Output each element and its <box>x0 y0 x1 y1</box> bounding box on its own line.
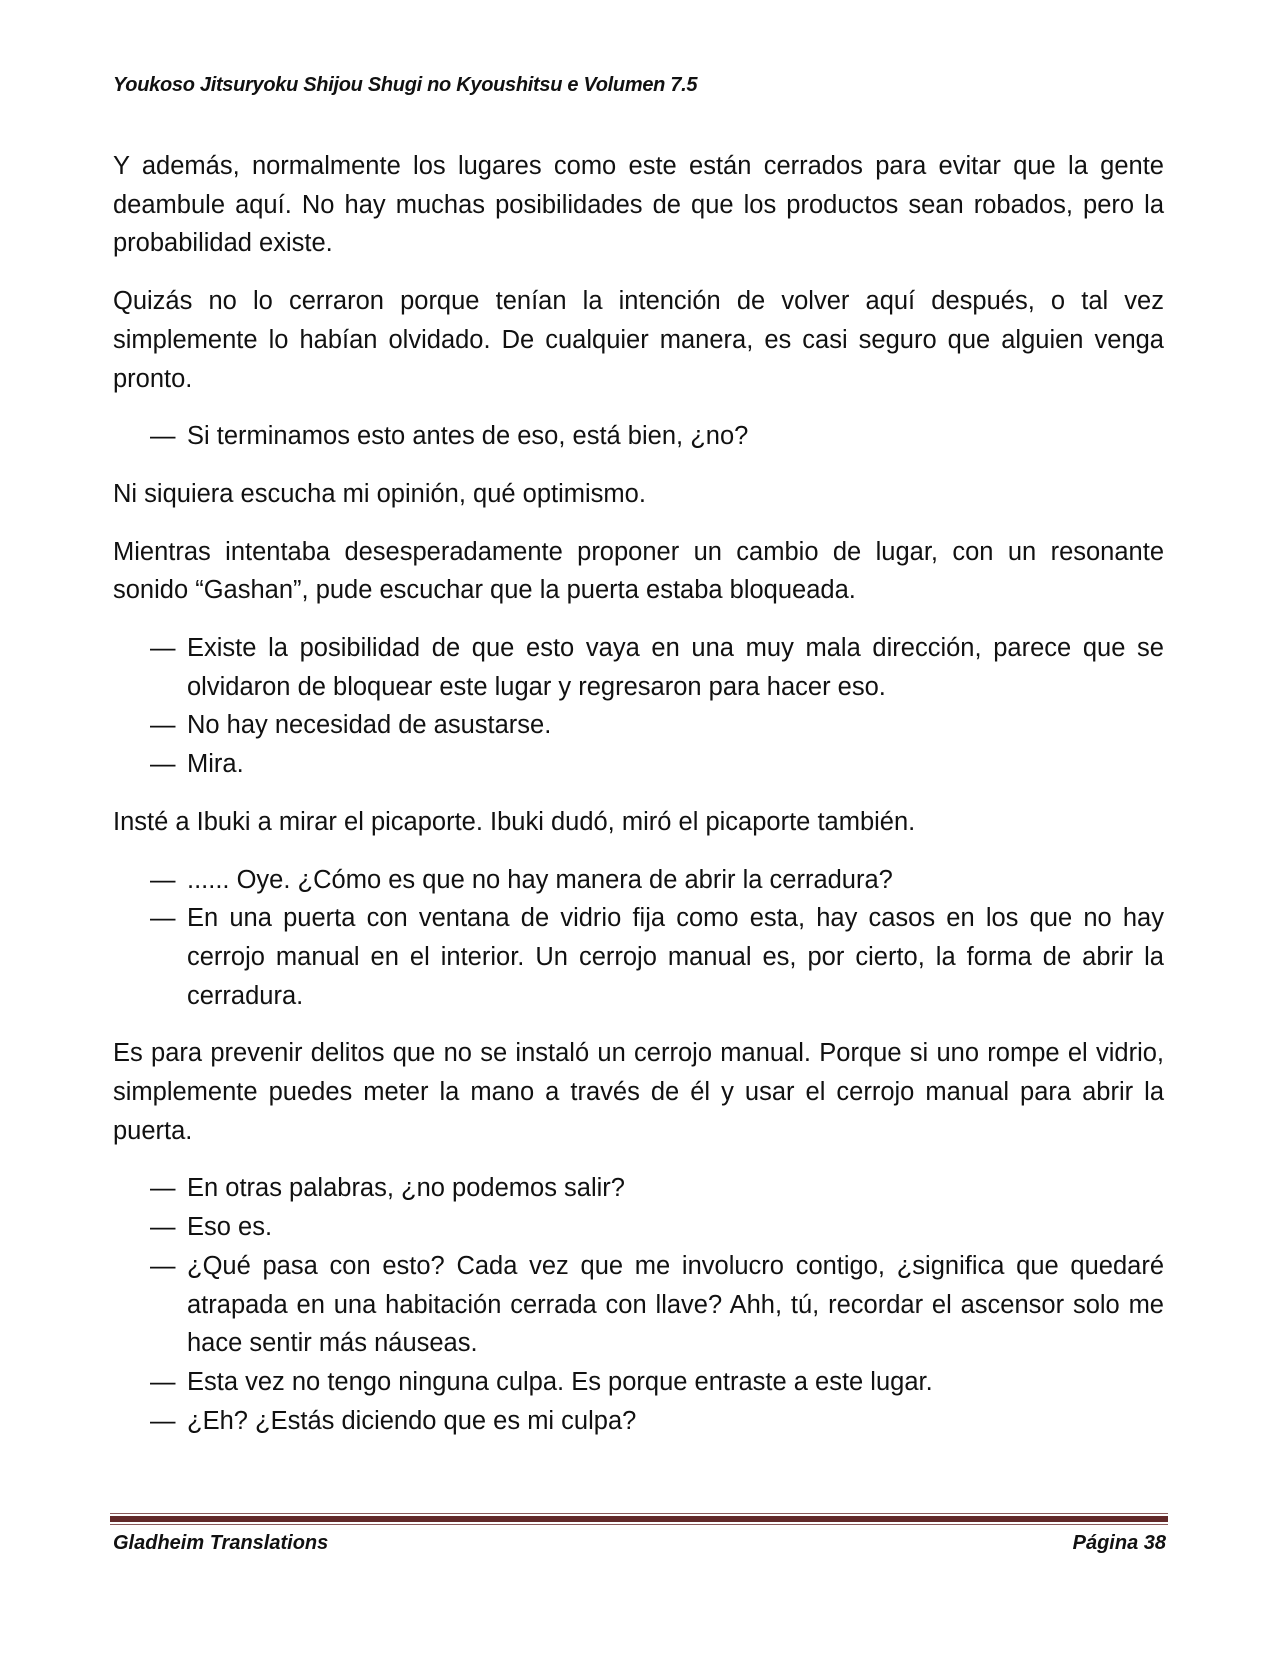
narration-paragraph: Quizás no lo cerraron porque tenían la intención de volver aquí después, o tal vez simplemente lo habían olvidado. De cualquier manera, es casi seguro que alguien venga pronto. <box>113 287 1164 393</box>
page-body <box>113 147 1164 1459</box>
em-dash: — <box>150 1213 176 1242</box>
em-dash: — <box>150 865 176 894</box>
em-dash: — <box>150 904 176 933</box>
dialogue-text: Esta vez no tengo ninguna culpa. Es porque entraste a este lugar. <box>187 1367 933 1396</box>
dialogue-text: ...... Oye. ¿Cómo es que no hay manera de abrir la cerradura? <box>187 865 893 894</box>
dialogue-text: ¿Qué pasa con esto? Cada vez que me involucro contigo, ¿significa que quedaré atrapada en una habitación cerrada con llave? Ahh, tú, recordar el ascensor solo me hace sentir más náuseas. <box>187 1251 1164 1358</box>
em-dash: — <box>150 422 176 451</box>
dialogue-text: No hay necesidad de asustarse. <box>187 711 552 740</box>
dialogue-line <box>113 899 1164 1015</box>
em-dash: — <box>150 1251 176 1280</box>
footer-rule-thick <box>110 1516 1168 1522</box>
dialogue-line <box>113 629 1164 706</box>
dialogue-line <box>113 417 1164 456</box>
dialogue-line <box>113 861 1164 900</box>
dialogue-line <box>113 1247 1164 1363</box>
em-dash: — <box>150 634 176 663</box>
footer-publisher: Gladheim Translations <box>113 1532 329 1554</box>
narration-paragraph: Es para prevenir delitos que no se instaló un cerrojo manual. Porque si uno rompe el vidrio, simplemente puedes meter la mano a través de él y usar el cerrojo manual para abrir la puerta. <box>113 1039 1164 1145</box>
running-header: Youkoso Jitsuryoku Shijou Shugi no Kyoushitsu e Volumen 7.5 <box>113 74 698 96</box>
footer-rule-thin-top <box>110 1513 1168 1514</box>
dialogue-group <box>113 417 1164 456</box>
dialogue-text: ¿Eh? ¿Estás diciendo que es mi culpa? <box>187 1406 637 1435</box>
narration-paragraph: Mientras intentaba desesperadamente proponer un cambio de lugar, con un resonante sonido “Gashan”, pude escuchar que la puerta estaba bloqueada. <box>113 537 1164 605</box>
dialogue-text: Si terminamos esto antes de eso, está bien, ¿no? <box>187 422 749 451</box>
dialogue-group <box>113 861 1164 1016</box>
dialogue-line <box>113 745 1164 784</box>
narration-paragraph: Y además, normalmente los lugares como este están cerrados para evitar que la gente deambule aquí. No hay muchas posibilidades de que los productos sean robados, pero la probabilidad existe. <box>113 152 1164 258</box>
dialogue-group <box>113 629 1164 784</box>
dialogue-text: En otras palabras, ¿no podemos salir? <box>187 1174 625 1203</box>
narration-paragraph: Insté a Ibuki a mirar el picaporte. Ibuki dudó, miró el picaporte también. <box>113 807 916 836</box>
dialogue-line <box>113 706 1164 745</box>
footer-page-number: Página 38 <box>1072 1532 1166 1554</box>
em-dash: — <box>150 1406 176 1435</box>
narration-paragraph: Ni siquiera escucha mi opinión, qué optimismo. <box>113 479 646 508</box>
footer-rule-thin-bottom <box>110 1524 1168 1525</box>
em-dash: — <box>150 750 176 779</box>
dialogue-line <box>113 1169 1164 1208</box>
em-dash: — <box>150 711 176 740</box>
dialogue-text: Existe la posibilidad de que esto vaya en una muy mala dirección, parece que se olvidaron de bloquear este lugar y regresaron para hacer eso. <box>187 634 1164 701</box>
em-dash: — <box>150 1367 176 1396</box>
dialogue-line <box>113 1402 1164 1441</box>
dialogue-text: En una puerta con ventana de vidrio fija como esta, hay casos en los que no hay cerrojo manual en el interior. Un cerrojo manual es, por cierto, la forma de abrir la cerradura. <box>187 904 1164 1010</box>
dialogue-line <box>113 1363 1164 1402</box>
dialogue-text: Eso es. <box>187 1213 273 1242</box>
em-dash: — <box>150 1174 176 1203</box>
dialogue-line <box>113 1208 1164 1247</box>
dialogue-text: Mira. <box>187 750 244 779</box>
dialogue-group <box>113 1169 1164 1440</box>
